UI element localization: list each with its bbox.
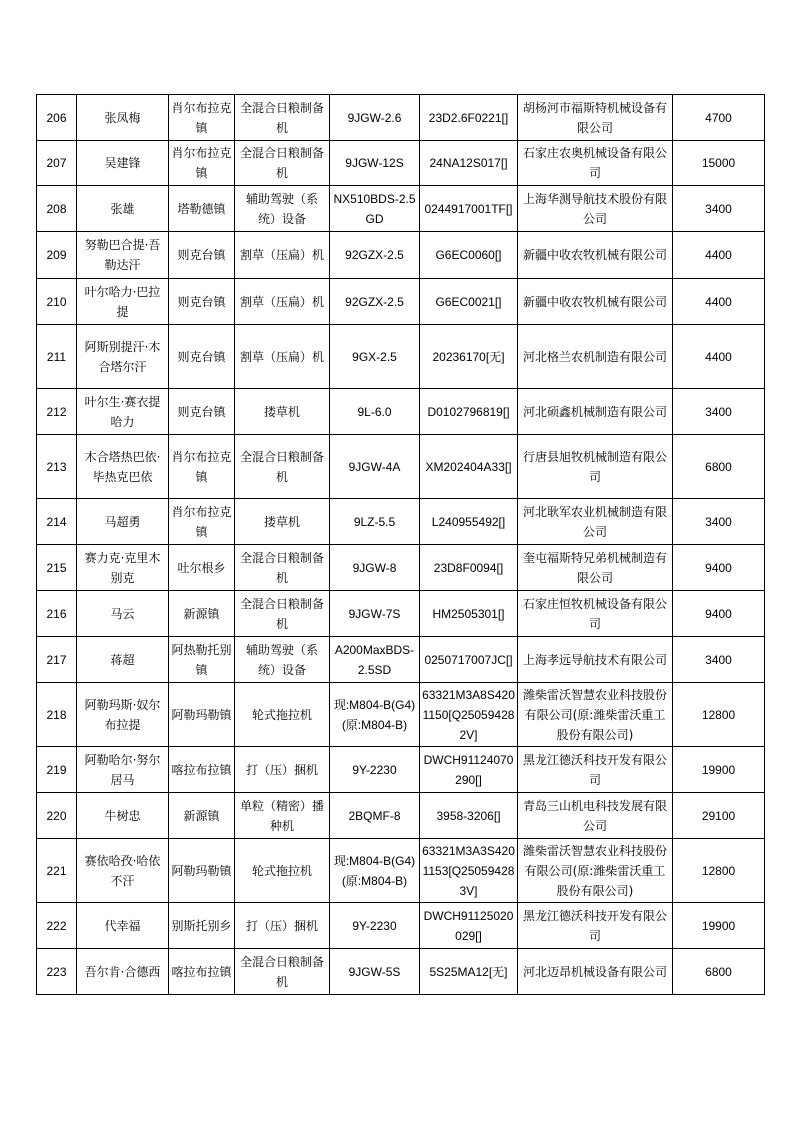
township: 肖尔布拉克镇 <box>169 499 235 545</box>
machine-model: 9JGW-5S <box>330 949 420 995</box>
machine-type: 打（压）捆机 <box>235 747 330 793</box>
row-number: 219 <box>37 747 77 793</box>
manufacturer: 石家庄农奥机械设备有限公司 <box>518 141 673 186</box>
manufacturer: 上海孝远导航技术有限公司 <box>518 637 673 683</box>
township: 新源镇 <box>169 591 235 637</box>
purchaser-name: 叶尔哈力·巴拉提 <box>77 279 169 325</box>
serial-number: 23D8F0094[] <box>420 545 518 591</box>
machine-model: 现:M804-B(G4)(原:M804-B) <box>330 839 420 903</box>
row-number: 220 <box>37 793 77 839</box>
subsidy-amount: 4400 <box>673 279 765 325</box>
manufacturer: 新疆中收农牧机械有限公司 <box>518 279 673 325</box>
row-number: 207 <box>37 141 77 186</box>
machine-model: 92GZX-2.5 <box>330 279 420 325</box>
manufacturer: 胡杨河市福斯特机械设备有限公司 <box>518 95 673 141</box>
subsidy-amount: 4400 <box>673 325 765 389</box>
machine-type: 全混合日粮制备机 <box>235 545 330 591</box>
serial-number: L240955492[] <box>420 499 518 545</box>
machine-type: 搂草机 <box>235 389 330 435</box>
machine-type: 辅助驾驶（系统）设备 <box>235 186 330 232</box>
machine-type: 打（压）捆机 <box>235 903 330 949</box>
manufacturer: 上海华测导航技术股份有限公司 <box>518 186 673 232</box>
table-row <box>37 279 765 325</box>
serial-number: 5S25MA12[无] <box>420 949 518 995</box>
serial-number: HM2505301[] <box>420 591 518 637</box>
machine-type: 辅助驾驶（系统）设备 <box>235 637 330 683</box>
row-number: 218 <box>37 683 77 747</box>
table-row <box>37 186 765 232</box>
machine-model: 9Y-2230 <box>330 747 420 793</box>
manufacturer: 奎屯福斯特兄弟机械制造有限公司 <box>518 545 673 591</box>
subsidy-amount: 4400 <box>673 232 765 279</box>
subsidy-amount: 29100 <box>673 793 765 839</box>
table-row <box>37 95 765 141</box>
serial-number: XM202404A33[] <box>420 435 518 499</box>
table-row <box>37 141 765 186</box>
serial-number: 20236170[无] <box>420 325 518 389</box>
subsidy-amount: 6800 <box>673 435 765 499</box>
township: 喀拉布拉镇 <box>169 747 235 793</box>
manufacturer: 潍柴雷沃智慧农业科技股份有限公司(原:潍柴雷沃重工股份有限公司) <box>518 839 673 903</box>
subsidy-amount: 9400 <box>673 545 765 591</box>
serial-number: 23D2.6F0221[] <box>420 95 518 141</box>
table-row <box>37 545 765 591</box>
purchaser-name: 努勒巴合提·吾勒达汗 <box>77 232 169 279</box>
purchaser-name: 张雄 <box>77 186 169 232</box>
machine-type: 轮式拖拉机 <box>235 839 330 903</box>
machine-model: 9JGW-8 <box>330 545 420 591</box>
table-row <box>37 903 765 949</box>
purchaser-name: 阿斯别提汗·木合塔尔汗 <box>77 325 169 389</box>
township: 塔勒德镇 <box>169 186 235 232</box>
township: 阿勒玛勒镇 <box>169 683 235 747</box>
subsidy-table <box>36 94 765 995</box>
purchaser-name: 马超勇 <box>77 499 169 545</box>
township: 别斯托别乡 <box>169 903 235 949</box>
machine-model: 9JGW-12S <box>330 141 420 186</box>
serial-number: 63321M3A3S4201153[Q250594283V] <box>420 839 518 903</box>
subsidy-amount: 3400 <box>673 637 765 683</box>
township: 则克台镇 <box>169 279 235 325</box>
machine-type: 轮式拖拉机 <box>235 683 330 747</box>
township: 喀拉布拉镇 <box>169 949 235 995</box>
manufacturer: 新疆中收农牧机械有限公司 <box>518 232 673 279</box>
machine-model: 9Y-2230 <box>330 903 420 949</box>
manufacturer: 青岛三山机电科技发展有限公司 <box>518 793 673 839</box>
table-row <box>37 683 765 747</box>
township: 阿勒玛勒镇 <box>169 839 235 903</box>
manufacturer: 河北耿军农业机械制造有限公司 <box>518 499 673 545</box>
manufacturer: 河北硕鑫机械制造有限公司 <box>518 389 673 435</box>
machine-type: 割草（压扁）机 <box>235 232 330 279</box>
township: 新源镇 <box>169 793 235 839</box>
machine-model: 9JGW-4A <box>330 435 420 499</box>
table-row <box>37 949 765 995</box>
manufacturer: 河北格兰农机制造有限公司 <box>518 325 673 389</box>
serial-number: 0244917001TF[] <box>420 186 518 232</box>
machine-model: 9GX-2.5 <box>330 325 420 389</box>
machine-type: 单粒（精密）播种机 <box>235 793 330 839</box>
serial-number: DWCH91124070290[] <box>420 747 518 793</box>
subsidy-amount: 4700 <box>673 95 765 141</box>
subsidy-amount: 3400 <box>673 499 765 545</box>
purchaser-name: 张凤梅 <box>77 95 169 141</box>
manufacturer: 石家庄恒牧机械设备有限公司 <box>518 591 673 637</box>
subsidy-amount: 19900 <box>673 747 765 793</box>
machine-model: 9JGW-2.6 <box>330 95 420 141</box>
row-number: 211 <box>37 325 77 389</box>
row-number: 215 <box>37 545 77 591</box>
row-number: 223 <box>37 949 77 995</box>
township: 吐尔根乡 <box>169 545 235 591</box>
subsidy-amount: 3400 <box>673 186 765 232</box>
purchaser-name: 阿勒玛斯·奴尔布拉提 <box>77 683 169 747</box>
table-row <box>37 325 765 389</box>
subsidy-amount: 15000 <box>673 141 765 186</box>
machine-type: 割草（压扁）机 <box>235 279 330 325</box>
purchaser-name: 赛力克·克里木别克 <box>77 545 169 591</box>
machine-type: 搂草机 <box>235 499 330 545</box>
manufacturer: 潍柴雷沃智慧农业科技股份有限公司(原:潍柴雷沃重工股份有限公司) <box>518 683 673 747</box>
row-number: 208 <box>37 186 77 232</box>
purchaser-name: 木合塔热巴依·毕热克巴依 <box>77 435 169 499</box>
machine-model: 92GZX-2.5 <box>330 232 420 279</box>
row-number: 209 <box>37 232 77 279</box>
table-row <box>37 499 765 545</box>
serial-number: G6EC0060[] <box>420 232 518 279</box>
table-row <box>37 793 765 839</box>
row-number: 222 <box>37 903 77 949</box>
subsidy-amount: 6800 <box>673 949 765 995</box>
machine-type: 全混合日粮制备机 <box>235 95 330 141</box>
row-number: 217 <box>37 637 77 683</box>
machine-model: 9LZ-5.5 <box>330 499 420 545</box>
row-number: 210 <box>37 279 77 325</box>
machine-model: A200MaxBDS-2.5SD <box>330 637 420 683</box>
machine-model: NX510BDS-2.5GD <box>330 186 420 232</box>
machine-type: 全混合日粮制备机 <box>235 591 330 637</box>
purchaser-name: 阿勒哈尔·努尔居马 <box>77 747 169 793</box>
machine-model: 现:M804-B(G4)(原:M804-B) <box>330 683 420 747</box>
table-row <box>37 389 765 435</box>
serial-number: DWCH91125020029[] <box>420 903 518 949</box>
row-number: 213 <box>37 435 77 499</box>
row-number: 206 <box>37 95 77 141</box>
purchaser-name: 吾尔肯·合德西 <box>77 949 169 995</box>
machine-type: 割草（压扁）机 <box>235 325 330 389</box>
purchaser-name: 蒋超 <box>77 637 169 683</box>
township: 肖尔布拉克镇 <box>169 141 235 186</box>
table-row <box>37 591 765 637</box>
serial-number: 0250717007JC[] <box>420 637 518 683</box>
table-row <box>37 839 765 903</box>
purchaser-name: 赛依哈孜·哈依不汗 <box>77 839 169 903</box>
serial-number: 3958-3206[] <box>420 793 518 839</box>
subsidy-amount: 9400 <box>673 591 765 637</box>
township: 则克台镇 <box>169 232 235 279</box>
purchaser-name: 吴建锋 <box>77 141 169 186</box>
subsidy-amount: 3400 <box>673 389 765 435</box>
row-number: 216 <box>37 591 77 637</box>
subsidy-amount: 12800 <box>673 839 765 903</box>
serial-number: G6EC0021[] <box>420 279 518 325</box>
manufacturer: 行唐县旭牧机械制造有限公司 <box>518 435 673 499</box>
manufacturer: 河北迈昂机械设备有限公司 <box>518 949 673 995</box>
machine-type: 全混合日粮制备机 <box>235 435 330 499</box>
machine-type: 全混合日粮制备机 <box>235 141 330 186</box>
purchaser-name: 牛树忠 <box>77 793 169 839</box>
purchaser-name: 马云 <box>77 591 169 637</box>
row-number: 214 <box>37 499 77 545</box>
manufacturer: 黑龙江德沃科技开发有限公司 <box>518 903 673 949</box>
machine-type: 全混合日粮制备机 <box>235 949 330 995</box>
purchaser-name: 代幸福 <box>77 903 169 949</box>
table-row <box>37 637 765 683</box>
township: 则克台镇 <box>169 389 235 435</box>
township: 则克台镇 <box>169 325 235 389</box>
subsidy-amount: 12800 <box>673 683 765 747</box>
machine-model: 9L-6.0 <box>330 389 420 435</box>
table-row <box>37 435 765 499</box>
row-number: 221 <box>37 839 77 903</box>
serial-number: 24NA12S017[] <box>420 141 518 186</box>
row-number: 212 <box>37 389 77 435</box>
township: 阿热勒托别镇 <box>169 637 235 683</box>
manufacturer: 黑龙江德沃科技开发有限公司 <box>518 747 673 793</box>
machine-model: 9JGW-7S <box>330 591 420 637</box>
purchaser-name: 叶尔生·赛衣提哈力 <box>77 389 169 435</box>
township: 肖尔布拉克镇 <box>169 435 235 499</box>
serial-number: 63321M3A8S4201150[Q250594282V] <box>420 683 518 747</box>
machine-model: 2BQMF-8 <box>330 793 420 839</box>
subsidy-amount: 19900 <box>673 903 765 949</box>
serial-number: D0102796819[] <box>420 389 518 435</box>
table-row <box>37 232 765 279</box>
township: 肖尔布拉克镇 <box>169 95 235 141</box>
table-row <box>37 747 765 793</box>
